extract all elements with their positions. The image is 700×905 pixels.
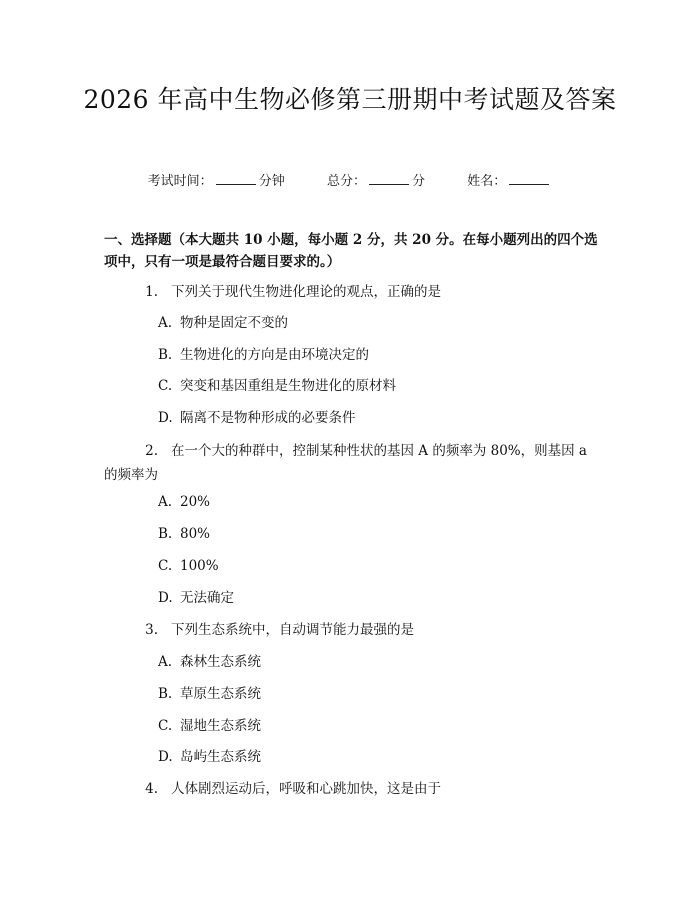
option-2b: B. 80% (158, 526, 211, 542)
time-blank (216, 173, 256, 185)
option-3a: A. 森林生态系统 (158, 654, 261, 670)
option-1a: A. 物种是固定不变的 (158, 315, 288, 331)
option-1c: C. 突变和基因重组是生物进化的原材料 (158, 378, 396, 394)
question-number: 2. (145, 443, 158, 459)
question-1 (104, 280, 602, 304)
name-blank (509, 173, 549, 185)
section-heading: 一、选择题（本大题共 10 小题，每小题 2 分，共 20 分。在每小题列出的四个选项中，只有一项是最符合题目要求的。） (104, 232, 598, 270)
exam-meta-line (0, 170, 700, 189)
score-label: 总分： (326, 174, 366, 189)
option-3c: C. 湿地生态系统 (158, 718, 261, 734)
score-unit: 分 (412, 174, 426, 189)
option-2d: D. 无法确定 (158, 590, 234, 606)
question-stem: 下列关于现代生物进化理论的观点，正确的是 (171, 284, 441, 300)
question-stem: 人体剧烈运动后，呼吸和心跳加快，这是由于 (171, 781, 441, 797)
question-stem: 在一个大的种群中，控制某种性状的基因 A 的频率为 80%，则基因 a 的频率为 (104, 443, 587, 483)
name-label: 姓名： (467, 174, 507, 189)
exam-title: 2026 年高中生物必修第三册期中考试题及答案 (83, 85, 617, 114)
question-4 (104, 777, 602, 801)
time-label: 考试时间： (147, 174, 213, 189)
score-blank (369, 173, 409, 185)
option-1b: B. 生物进化的方向是由环境决定的 (158, 347, 369, 363)
question-stem: 下列生态系统中，自动调节能力最强的是 (171, 622, 414, 638)
question-2 (104, 439, 602, 487)
option-3b: B. 草原生态系统 (158, 686, 261, 702)
question-number: 3. (145, 622, 158, 638)
option-3d: D. 岛屿生态系统 (158, 749, 261, 765)
question-number: 4. (145, 781, 158, 797)
question-number: 1. (145, 284, 158, 300)
option-2a: A. 20% (158, 494, 211, 510)
option-2c: C. 100% (158, 558, 219, 574)
question-3 (104, 618, 602, 642)
time-unit: 分钟 (258, 174, 285, 189)
option-1d: D. 隔离不是物种形成的必要条件 (158, 410, 356, 426)
